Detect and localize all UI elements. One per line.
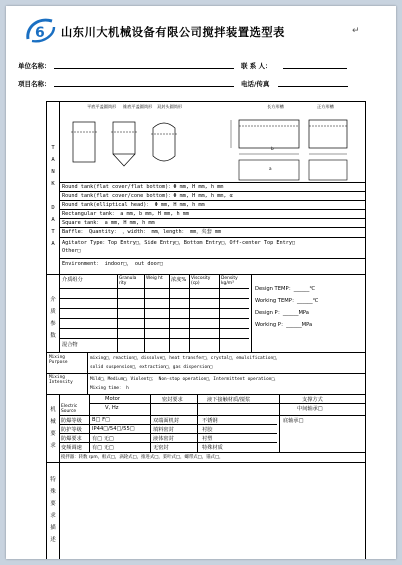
vfd-options[interactable]: 有□ 无□ xyxy=(92,445,114,451)
tank-diagrams xyxy=(61,104,361,182)
explosion-req-label: 防爆要求 xyxy=(61,436,82,442)
medium-side-char: 质 xyxy=(50,309,56,315)
phone-fax-label: 电话/传真 xyxy=(241,80,270,88)
special-requirements-field[interactable] xyxy=(61,464,363,558)
explosion-grade-options[interactable]: B□ F□ xyxy=(92,417,110,423)
contact-field[interactable] xyxy=(283,68,347,69)
diagram-label-square: 正方形槽 xyxy=(317,104,334,109)
machine-side-char: 要 xyxy=(50,431,56,437)
document-page xyxy=(6,6,396,559)
medium-side-char: 介 xyxy=(50,297,56,303)
svg-text:6: 6 xyxy=(35,25,45,41)
motor-header: Motor xyxy=(105,396,120,402)
diagram-label-rect: 长方形槽 xyxy=(267,104,284,109)
seal-double[interactable]: 双端面机封 xyxy=(153,418,179,424)
dim-b-label: b xyxy=(271,146,274,151)
seal-none[interactable]: 无密封 xyxy=(153,445,169,451)
tank-row-5: Square tank： a mm, H mm, h mm xyxy=(62,220,155,226)
machine-side-char: 求 xyxy=(50,443,56,449)
working-pressure[interactable]: Working P：______MPa xyxy=(255,322,313,328)
medium-side-char: 参 xyxy=(50,321,56,327)
paragraph-mark: ↵ xyxy=(352,26,360,36)
form-title: 山东川大机械设备有限公司搅拌装置选型表 xyxy=(61,26,285,39)
seal-header: 密封要求 xyxy=(162,397,183,403)
material-header: 液下接触材质/搅浆 xyxy=(207,397,251,403)
material-stainless[interactable]: 不锈钢 xyxy=(202,418,218,424)
tank-side-char: T xyxy=(51,145,55,151)
explosion-grade-label: 防爆等级 xyxy=(61,418,82,424)
mixing-purpose-label: Mixing Purpose xyxy=(49,355,68,365)
special-side-char: 描 xyxy=(50,525,56,531)
diagram-label-elliptical: 双封头圆筒形 xyxy=(157,104,183,109)
vfd-label: 变频调速 xyxy=(61,445,82,451)
col-weight: Weig ht xyxy=(146,276,163,281)
unit-name-field[interactable] xyxy=(54,68,234,69)
diagram-label-cone: 锥底平盖圆筒形 xyxy=(123,104,153,109)
mixing-intensity-line2: Mixing time： h xyxy=(90,386,129,391)
selection-form-table xyxy=(46,101,366,559)
special-side-char: 要 xyxy=(50,501,56,507)
electric-source-value: V, Hz xyxy=(105,405,119,411)
working-temp[interactable]: Working TEMP：______℃ xyxy=(255,298,319,304)
material-special[interactable]: 特殊材质 xyxy=(202,445,223,451)
design-pressure[interactable]: Design P：______MPa xyxy=(255,310,309,316)
dim-a-label: a xyxy=(269,166,272,171)
contact-label: 联 系 人： xyxy=(241,62,272,70)
tank-row-baffle: Baffle： Quantity： ，width： mm，length： mm，夹套 mm xyxy=(62,229,222,235)
tank-side-char: D xyxy=(51,205,55,211)
diagram-label-flat: 平底平盖圆筒形 xyxy=(87,104,117,109)
phone-fax-field[interactable] xyxy=(278,86,348,87)
company-logo xyxy=(24,15,58,45)
middle-bearing[interactable]: 中间轴承□ xyxy=(297,406,323,412)
tank-side-char: K xyxy=(51,181,55,187)
tank-side-char: A xyxy=(51,217,55,223)
mixture-row: 混合物 xyxy=(62,342,78,348)
project-name-label: 项目名称： xyxy=(18,80,51,88)
tank-row-other: Other□ xyxy=(62,248,81,254)
material-plastic-lined[interactable]: 衬塑 xyxy=(202,436,213,442)
material-rubber-lined[interactable]: 衬胶 xyxy=(202,427,213,433)
col-concentration: 浓度% xyxy=(171,277,187,283)
tank-row-1: Round tank(flat cover/flat bottom)：Φ mm, H mm, h mm xyxy=(62,184,224,190)
mixing-purpose-line1: mixing□，reaction□，dissolve□，heat transfer□，crystal□，emulsification□， xyxy=(90,356,281,361)
machine-side-char: 机 xyxy=(50,407,56,413)
tank-row-4: Rectangular tank： a mm, b mm, H mm, h mm xyxy=(62,211,189,217)
bottom-bearing[interactable]: 底轴承□ xyxy=(283,418,304,424)
medium-side-char: 数 xyxy=(50,333,56,339)
col-density: Density kg/m³ xyxy=(221,276,238,286)
tank-row-3: Round tank(elliptical head)： Φ mm, H mm, h mm xyxy=(62,202,205,208)
special-side-char: 殊 xyxy=(50,489,56,495)
seal-liquid[interactable]: 液体密封 xyxy=(153,436,174,442)
special-side-char: 特 xyxy=(50,477,56,483)
special-side-char: 述 xyxy=(50,537,56,543)
tank-row-agitator: Agitator Type：Top Entry□，Side Entry□，Bottom Entry□，Off-center Top Entry□ xyxy=(62,240,296,246)
electric-source-label: Electric Source xyxy=(61,404,78,414)
protection-grade-label: 防护等级 xyxy=(61,427,82,433)
explosion-req-options[interactable]: 有□ 无□ xyxy=(92,436,114,442)
support-header: 支撑方式 xyxy=(302,397,323,403)
machine-side-label xyxy=(48,404,58,452)
col-granularity: Granula rity xyxy=(119,276,137,286)
mixing-purpose-line2: solid suspension□，extraction□，gas dispersion□ xyxy=(90,365,213,370)
design-temp[interactable]: Design TEMP：______℃ xyxy=(255,286,316,292)
col-components: 介质组分 xyxy=(62,277,83,283)
impeller-line: 搅拌器：转数 rpm，框式□，涡轮式□，推进式□，桨叶式□，螺带式□，锚式□， xyxy=(61,455,224,460)
tank-row-2: Round tank(flat cover/cone bottom)：Φ mm, H mm, h mm, α xyxy=(62,193,233,199)
special-side-char: 求 xyxy=(50,513,56,519)
machine-side-char: 械 xyxy=(50,419,56,425)
tank-data-side-label xyxy=(48,142,58,250)
project-name-field[interactable] xyxy=(54,86,234,87)
seal-packing[interactable]: 填料密封 xyxy=(153,427,174,433)
tank-row-environment: Environment： indoor□， out door□ xyxy=(62,261,163,267)
tank-side-char: A xyxy=(51,241,55,247)
medium-side-label xyxy=(48,294,58,342)
mixing-intensity-label: Mixing Intensity xyxy=(49,375,73,385)
tank-side-char: A xyxy=(51,157,55,163)
special-requirements-side-label xyxy=(48,474,58,546)
tank-side-char: T xyxy=(51,229,55,235)
unit-name-label: 单位名称： xyxy=(18,62,51,70)
tank-side-char: N xyxy=(51,169,55,175)
protection-grade-options[interactable]: IP44□/54□/55□ xyxy=(92,426,135,432)
mixing-intensity-line1: Mild□，Medium□，Violent□； Non-stop operation□，Intermittent operation□， xyxy=(90,377,279,382)
tank-side-char xyxy=(48,190,58,202)
col-viscosity: Viscosity (cp) xyxy=(191,276,211,286)
